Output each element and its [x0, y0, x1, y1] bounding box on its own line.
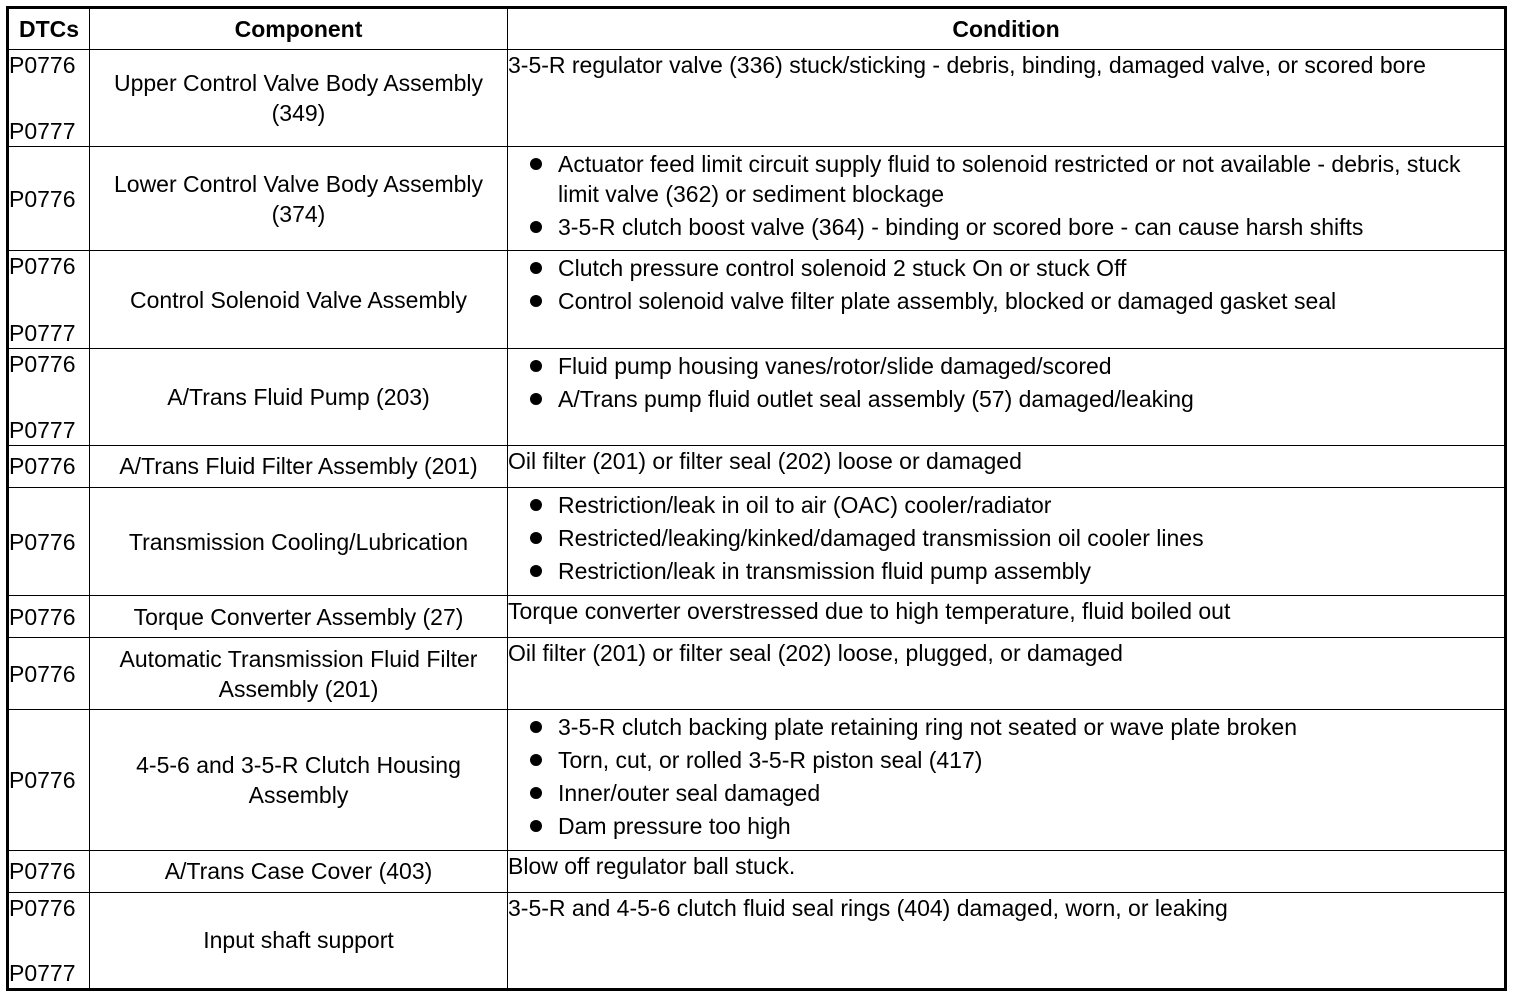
dtc-code: P0776	[9, 660, 76, 687]
dtc-code: P0777	[9, 960, 76, 986]
condition-bullet: Actuator feed limit circuit supply fluid to solenoid restricted or not available - debris, stuck limit valve (362) or sediment blockage	[558, 149, 1504, 209]
condition-cell	[508, 487, 1506, 595]
header-component: Component	[90, 8, 508, 50]
dtc-code: P0776	[9, 453, 76, 480]
condition-bullet: Restriction/leak in transmission fluid pump assembly	[558, 556, 1504, 586]
condition-bullet: 3-5-R clutch backing plate retaining ring not seated or wave plate broken	[558, 712, 1504, 742]
component-cell: A/Trans Fluid Filter Assembly (201)	[90, 445, 508, 487]
dtc-code: P0776	[9, 858, 76, 885]
condition-cell: Torque converter overstressed due to high temperature, fluid boiled out	[508, 596, 1506, 638]
table-row	[8, 710, 1506, 850]
condition-cell	[508, 710, 1506, 850]
dtc-code: P0776	[9, 766, 76, 793]
condition-cell: Blow off regulator ball stuck.	[508, 850, 1506, 892]
condition-cell	[508, 251, 1506, 348]
component-cell: A/Trans Case Cover (403)	[90, 850, 508, 892]
component-cell: 4-5-6 and 3-5-R Clutch Housing Assembly	[90, 710, 508, 850]
condition-bullet: 3-5-R clutch boost valve (364) - binding or scored bore - can cause harsh shifts	[558, 212, 1504, 242]
table-row	[8, 445, 1506, 487]
condition-bullet: Clutch pressure control solenoid 2 stuck On or stuck Off	[558, 253, 1504, 283]
component-cell: Torque Converter Assembly (27)	[90, 596, 508, 638]
dtc-code: P0776	[9, 253, 76, 280]
table-row	[8, 147, 1506, 251]
component-cell: Input shaft support	[90, 892, 508, 989]
dtc-cell	[8, 445, 90, 487]
condition-list	[508, 712, 1504, 841]
header-dtcs: DTCs	[8, 8, 90, 50]
condition-bullet: Inner/outer seal damaged	[558, 778, 1504, 808]
dtc-code: P0777	[9, 319, 76, 346]
condition-list	[508, 253, 1504, 316]
table-row	[8, 638, 1506, 710]
condition-cell	[508, 147, 1506, 251]
component-cell: Automatic Transmission Fluid Filter Assembly (201)	[90, 638, 508, 710]
condition-bullet: Restriction/leak in oil to air (OAC) cooler/radiator	[558, 490, 1504, 520]
table-row	[8, 850, 1506, 892]
component-cell: Transmission Cooling/Lubrication	[90, 487, 508, 595]
dtc-code: P0777	[9, 118, 76, 145]
condition-bullet: A/Trans pump fluid outlet seal assembly (57) damaged/leaking	[558, 384, 1504, 414]
condition-bullet: Restricted/leaking/kinked/damaged transmission oil cooler lines	[558, 523, 1504, 553]
dtc-code: P0776	[9, 894, 76, 921]
condition-bullet: Dam pressure too high	[558, 811, 1504, 841]
component-cell: Upper Control Valve Body Assembly (349)	[90, 50, 508, 147]
condition-cell: Oil filter (201) or filter seal (202) loose or damaged	[508, 445, 1506, 487]
dtc-cell	[8, 596, 90, 638]
table-row	[8, 50, 1506, 147]
condition-bullet: Control solenoid valve filter plate assembly, blocked or damaged gasket seal	[558, 286, 1504, 316]
header-condition: Condition	[508, 8, 1506, 50]
table-row	[8, 487, 1506, 595]
condition-list	[508, 490, 1504, 586]
condition-cell: 3-5-R and 4-5-6 clutch fluid seal rings (404) damaged, worn, or leaking	[508, 892, 1506, 989]
dtc-cell	[8, 50, 90, 147]
condition-list	[508, 149, 1504, 242]
table-row	[8, 348, 1506, 445]
dtc-code: P0776	[9, 528, 76, 555]
condition-bullet: Fluid pump housing vanes/rotor/slide damaged/scored	[558, 351, 1504, 381]
table-row	[8, 251, 1506, 348]
condition-cell: Oil filter (201) or filter seal (202) loose, plugged, or damaged	[508, 638, 1506, 710]
dtc-cell	[8, 892, 90, 989]
dtc-code: P0776	[9, 185, 76, 212]
table-row	[8, 596, 1506, 638]
table-row	[8, 892, 1506, 989]
dtc-code: P0776	[9, 350, 76, 377]
component-cell: A/Trans Fluid Pump (203)	[90, 348, 508, 445]
dtc-cell	[8, 850, 90, 892]
component-cell: Lower Control Valve Body Assembly (374)	[90, 147, 508, 251]
dtc-code: P0776	[9, 52, 76, 78]
dtc-code: P0777	[9, 416, 76, 443]
condition-list	[508, 351, 1504, 414]
dtc-cell	[8, 487, 90, 595]
component-cell: Control Solenoid Valve Assembly	[90, 251, 508, 348]
dtc-cell	[8, 710, 90, 850]
condition-cell	[508, 348, 1506, 445]
dtc-code: P0776	[9, 603, 76, 630]
header-row	[8, 8, 1506, 50]
dtc-table	[6, 6, 1507, 991]
dtc-cell	[8, 251, 90, 348]
dtc-cell	[8, 348, 90, 445]
condition-cell: 3-5-R regulator valve (336) stuck/sticking - debris, binding, damaged valve, or scored bore	[508, 50, 1506, 147]
dtc-cell	[8, 147, 90, 251]
dtc-cell	[8, 638, 90, 710]
condition-bullet: Torn, cut, or rolled 3-5-R piston seal (417)	[558, 745, 1504, 775]
